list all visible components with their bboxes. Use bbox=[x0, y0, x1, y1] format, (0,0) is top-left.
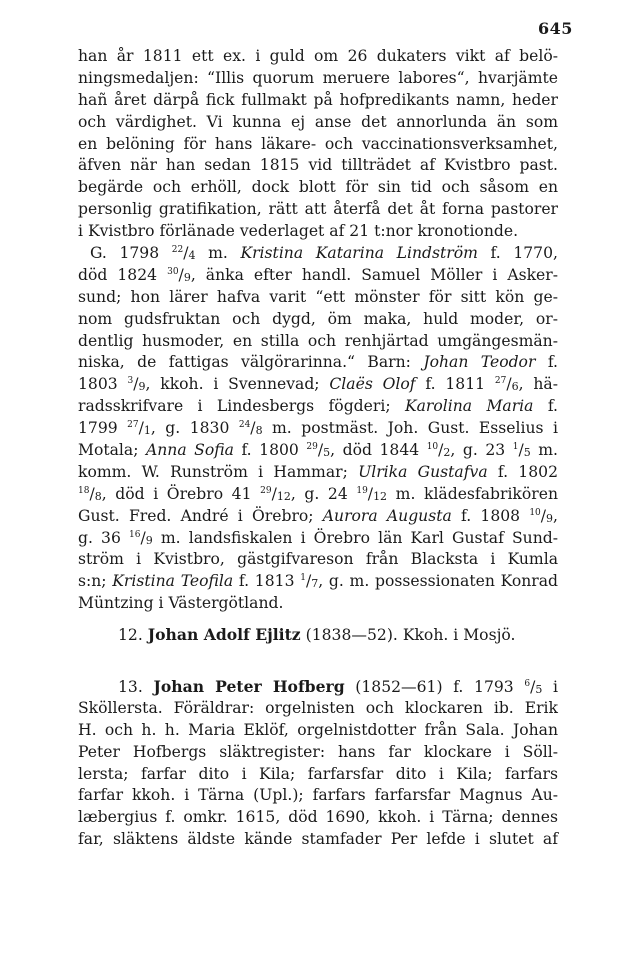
text-run: Gust. Fred. André i Örebro; bbox=[78, 506, 323, 525]
entry-12 bbox=[78, 624, 558, 646]
text-line: Gust. Fred. André i Örebro; Aurora Augusta f. 1808 $^{10}$/9, bbox=[78, 506, 559, 525]
fraction-denominator: 9 bbox=[546, 511, 554, 525]
text-line: lersta; farfar dito i Kila; farfarsfar dito i Kila; farfars bbox=[78, 764, 558, 783]
person-name: Ulrika Gustafva bbox=[358, 462, 488, 481]
text-line: ningsmedaljen: “Illis quorum meruere labores“, hvarjämte bbox=[78, 68, 558, 87]
person-name: Aurora Augusta bbox=[322, 506, 452, 525]
text-line: $^{18}$/8, död i Örebro 41 $^{29}$/12, g. 24 $^{19}$/12 m. klädesfabrikören bbox=[78, 484, 558, 503]
text-run: f. 1813 bbox=[233, 572, 301, 591]
text-line: 1799 $^{27}$/1, g. 1830 $^{24}$/8 m. postmäst. Joh. Gust. Esselius i bbox=[78, 419, 559, 438]
text-line: ström i Kvistbro, gästgifvareson från Blacksta i Kumla bbox=[78, 550, 558, 569]
text-line: Müntzing i Västergötland. bbox=[78, 594, 284, 613]
text-run: niska, de fattigas välgörarinna.“ Barn: bbox=[78, 353, 424, 372]
text-run: m. bbox=[195, 244, 241, 263]
text-line: farfar kkoh. i Tärna (Upl.); farfars farfarsfar Magnus Au- bbox=[78, 786, 558, 805]
fraction-numerator: 10 bbox=[426, 442, 439, 453]
fraction-numerator: 24 bbox=[238, 420, 251, 431]
text-line: och värdighet. Vi kunna ej anse det annorlunda än som bbox=[78, 112, 558, 131]
fraction-denominator: 5 bbox=[323, 446, 331, 460]
fraction-denominator: 5 bbox=[535, 683, 543, 696]
text-line: hañ året därpå fick fullmakt på hofpredikants namn, heder bbox=[78, 90, 558, 109]
text-run: , g. m. possessionaten Konrad bbox=[318, 572, 558, 591]
text-line: dentlig husmoder, en stilla och renhjärtad umgängesmän- bbox=[78, 331, 558, 350]
fraction-denominator: 2 bbox=[443, 446, 451, 460]
fraction-numerator: 22 bbox=[171, 245, 184, 256]
fraction-numerator: 29 bbox=[306, 442, 318, 453]
fraction-numerator: 10 bbox=[529, 507, 541, 518]
text-line: äfven när han sedan 1815 vid tillträdet af Kvistbro past. bbox=[78, 156, 558, 175]
text-run: f. 1808 bbox=[451, 506, 530, 525]
text-run: i bbox=[542, 678, 558, 696]
text-line: Peter Hofbergs släktregister: hans far klockare i Söll- bbox=[78, 742, 558, 761]
text-line: en belöning för hans läkare- och vaccinationsverksamhet, bbox=[78, 134, 558, 153]
text-line bbox=[78, 396, 558, 418]
text-line: læbergius f. omkr. 1615, död 1690, kkoh. i Tärna; dennes bbox=[78, 808, 558, 827]
text-run: f. bbox=[535, 353, 558, 372]
text-line: nom gudsfruktan och dygd, öm maka, huld moder, or- bbox=[78, 309, 558, 328]
fraction-numerator: 1 bbox=[512, 442, 519, 453]
text-line: s:n; Kristina Teofila f. 1813 $^1$/7, g. m. possessionaten Konrad bbox=[78, 572, 558, 591]
text-run: m. landsfiskalen i Örebro län Karl Gustaf Sund- bbox=[152, 528, 559, 547]
text-run: f. 1770, bbox=[477, 244, 558, 263]
fraction-denominator: 1 bbox=[143, 424, 151, 438]
text-run: g. 36 bbox=[78, 528, 130, 547]
person-name: Claës Olof bbox=[329, 375, 416, 394]
text-line: g. 36 $^{16}$/9 m. landsfiskalen i Örebro län Karl Gustaf Sund- bbox=[78, 528, 559, 547]
page-number: 645 bbox=[538, 19, 573, 38]
fraction-denominator: 6 bbox=[511, 380, 519, 394]
person-name: Anna Sofia bbox=[145, 441, 234, 460]
text-run: , g. 24 bbox=[290, 484, 357, 503]
fraction-numerator: 27 bbox=[494, 376, 507, 387]
text-run: , kkoh. i Svennevad; bbox=[145, 375, 330, 394]
fraction-denominator: 4 bbox=[188, 249, 196, 263]
text-line: G. 1798 $^{22}$/4 m. Kristina Katarina Lindström f. 1770, bbox=[90, 244, 558, 263]
text-line: H. och h. h. Maria Eklöf, orgelnistdotter från Sala. Johan bbox=[78, 720, 558, 739]
person-name: Kristina Katarina Lindström bbox=[240, 244, 478, 263]
entry-number: 12. bbox=[118, 626, 143, 644]
text-run: , g. 1830 bbox=[150, 419, 239, 438]
text-line: i Kvistbro förlänade vederlaget af 21 t:nor kronotionde. bbox=[78, 222, 519, 241]
text-line: han år 1811 ett ex. i guld om 26 dukaters vikt af belö- bbox=[78, 47, 558, 65]
person-name: Karolina Maria bbox=[404, 397, 534, 416]
fraction-denominator: 8 bbox=[255, 424, 263, 438]
fraction-denominator: 9 bbox=[138, 380, 146, 394]
text-line: personlig gratifikation, rätt att återfå det åt forna pastorer bbox=[78, 200, 558, 219]
text-line: far, släktens äldste kände stamfader Per lefde i slutet af bbox=[78, 830, 558, 849]
fraction-numerator: 18 bbox=[78, 485, 90, 496]
text-run: G. 1798 bbox=[90, 244, 172, 263]
text-run: , g. 23 bbox=[450, 441, 513, 460]
text-run: , död 1844 bbox=[330, 441, 427, 460]
text-run: m. postmäst. Joh. Gust. Esselius i bbox=[262, 419, 559, 438]
text-line: Sköllersta. Föräldrar: orgelnisten och klockaren ib. Erik bbox=[78, 698, 558, 717]
fraction-denominator: 9 bbox=[183, 270, 191, 284]
entry-heading bbox=[78, 624, 558, 646]
entry-heading: 13. Johan Peter Hofberg (1852—61) f. 1793 $^6$/5 i bbox=[118, 677, 558, 696]
text-run: radsskrifvare i Lindesbergs fögderi; bbox=[78, 397, 405, 416]
person-name: Johan Peter Hofberg bbox=[153, 677, 345, 696]
text-run: , död i Örebro 41 bbox=[101, 484, 261, 503]
text-line bbox=[78, 462, 558, 484]
fraction-numerator: 27 bbox=[127, 420, 139, 431]
text-run: (1852—61) f. 1793 bbox=[344, 678, 525, 696]
text-run: (1838—52). Kkoh. i Mosjö. bbox=[300, 626, 516, 644]
entry-number: 13. bbox=[118, 678, 143, 696]
body-text-upper bbox=[78, 46, 558, 615]
text-run: m. klädesfabrikören bbox=[387, 484, 558, 503]
fraction-denominator: 12 bbox=[373, 489, 388, 503]
person-name: Johan Adolf Ejlitz bbox=[147, 625, 301, 644]
text-line: död 1824 $^{30}$/9, änka efter handl. Samuel Möller i Asker- bbox=[78, 265, 558, 284]
text-line bbox=[78, 352, 558, 374]
text-line: 1803 $^3$/9, kkoh. i Svennevad; Claës Olof f. 1811 $^{27}$/6, hä- bbox=[78, 375, 558, 394]
fraction-numerator: 29 bbox=[260, 485, 272, 496]
text-run: , bbox=[553, 506, 559, 525]
text-run: 1803 bbox=[78, 375, 128, 394]
entry-13 bbox=[78, 676, 558, 851]
fraction-numerator: 6 bbox=[524, 679, 531, 689]
text-run: f. bbox=[533, 397, 558, 416]
text-run: 1799 bbox=[78, 419, 128, 438]
text-run: död 1824 bbox=[78, 265, 168, 284]
fraction-numerator: 3 bbox=[127, 376, 134, 387]
text-run: , hä- bbox=[518, 375, 558, 394]
text-run: , änka efter handl. Samuel Möller i Asker- bbox=[190, 265, 558, 284]
fraction-numerator: 30 bbox=[167, 266, 179, 277]
fraction-denominator: 8 bbox=[94, 489, 102, 503]
text-run: komm. W. Runström i Hammar; bbox=[78, 462, 359, 481]
fraction-denominator: 9 bbox=[145, 533, 153, 547]
person-name: Kristina Teofila bbox=[112, 572, 234, 591]
text-run: f. 1811 bbox=[415, 375, 495, 394]
fraction-denominator: 12 bbox=[276, 489, 291, 503]
fraction-denominator: 7 bbox=[311, 577, 319, 591]
fraction-numerator: 16 bbox=[129, 529, 141, 540]
fraction-numerator: 19 bbox=[356, 485, 368, 496]
text-line: sund; hon lärer hafva varit “ett mönster för sitt kön ge- bbox=[78, 287, 558, 306]
text-run: f. 1802 bbox=[487, 462, 558, 481]
text-line: Motala; Anna Sofia f. 1800 $^{29}$/5, död 1844 $^{10}$/2, g. 23 $^1$/5 m. bbox=[78, 441, 559, 460]
text-run: Motala; bbox=[78, 441, 146, 460]
text-run: s:n; bbox=[78, 572, 113, 591]
text-run: f. 1800 bbox=[233, 441, 307, 460]
fraction-numerator: 1 bbox=[300, 573, 306, 584]
fraction-denominator: 5 bbox=[523, 446, 531, 460]
text-run: m. bbox=[530, 441, 559, 460]
text-line: begärde och erhöll, dock blott för sin tid och såsom en bbox=[78, 178, 558, 197]
person-name: Johan Teodor bbox=[423, 353, 536, 372]
